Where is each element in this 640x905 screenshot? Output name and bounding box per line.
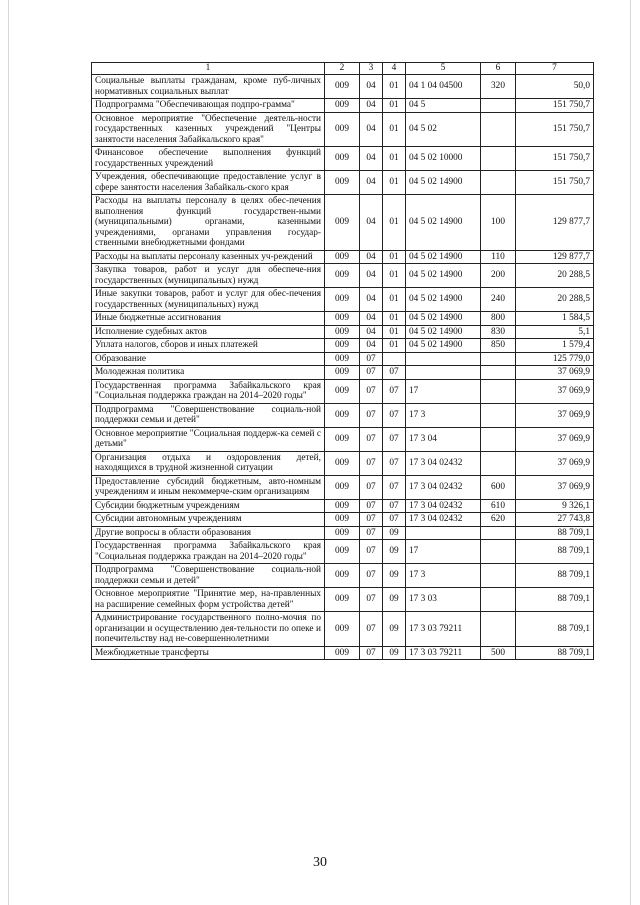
row-expense-type [481,147,516,171]
row-target-article: 17 [406,540,481,564]
scan-edge-right [630,0,631,905]
row-gr-code: 009 [325,540,360,564]
row-amount: 151 750,7 [516,99,594,113]
row-expense-type [481,427,516,451]
row-section: 04 [360,147,383,171]
table-body [92,63,594,660]
row-section: 04 [360,112,383,147]
row-amount: 88 709,1 [516,564,594,588]
row-section: 04 [360,288,383,312]
row-gr-code: 009 [325,312,360,326]
table-row [92,75,594,99]
row-name: Учреждения, обеспечивающие предоставление услуг в сфере занятости населения Забайкаль-ского края [92,171,325,195]
row-subsection: 01 [383,75,406,99]
row-amount: 88 709,1 [516,526,594,540]
row-name: Предоставление субсидий бюджетным, авто-номным учреждениям и иным некоммерче-ским организациям [92,475,325,499]
row-subsection: 01 [383,112,406,147]
header-cell-6: 6 [481,63,516,75]
table-row [92,264,594,288]
row-amount: 125 779,0 [516,352,594,366]
row-expense-type [481,612,516,647]
row-gr-code: 009 [325,403,360,427]
row-section: 04 [360,195,383,251]
header-cell-3: 3 [360,63,383,75]
row-subsection: 01 [383,171,406,195]
row-name: Финансовое обеспечение выполнения функций государственных учреждений [92,147,325,171]
row-amount: 9 326,1 [516,499,594,513]
header-cell-4: 4 [383,63,406,75]
row-name: Администрирование государственного полно-мочия по организации и осуществлению дея-тельности по опеке и попечительству над не-совершеннолетними [92,612,325,647]
row-expense-type: 610 [481,499,516,513]
row-gr-code: 009 [325,612,360,647]
row-subsection: 01 [383,99,406,113]
row-subsection: 01 [383,195,406,251]
header-row [92,63,594,75]
table-row [92,379,594,403]
row-amount: 1 584,5 [516,312,594,326]
row-target-article: 17 3 03 [406,588,481,612]
row-section: 07 [360,526,383,540]
row-target-article: 04 5 02 14900 [406,264,481,288]
row-subsection: 09 [383,564,406,588]
row-section: 07 [360,646,383,660]
row-target-article: 04 5 02 14900 [406,288,481,312]
row-expense-type [481,526,516,540]
row-subsection: 01 [383,147,406,171]
table-row [92,147,594,171]
row-subsection: 09 [383,646,406,660]
table-row [92,171,594,195]
row-expense-type: 600 [481,475,516,499]
row-name: Закупка товаров, работ и услуг для обеспече-ния государственных (муниципальных) нужд [92,264,325,288]
row-subsection: 07 [383,475,406,499]
row-name: Основное мероприятие "Принятие мер, на-правленных на расширение семейных форм устройства детей" [92,588,325,612]
row-target-article [406,366,481,380]
row-amount: 37 069,9 [516,379,594,403]
row-target-article: 17 3 03 79211 [406,646,481,660]
row-section: 07 [360,475,383,499]
row-amount: 37 069,9 [516,451,594,475]
table-row [92,250,594,264]
table-row [92,366,594,380]
table-row [92,288,594,312]
row-name: Иные закупки товаров, работ и услуг для обес-печения государственных (муниципальных) нужд [92,288,325,312]
row-target-article: 17 3 03 79211 [406,612,481,647]
row-amount: 20 288,5 [516,288,594,312]
row-name: Государственная программа Забайкальского края "Социальная поддержка граждан на 2014–2020 годы" [92,379,325,403]
row-subsection: 09 [383,612,406,647]
row-gr-code: 009 [325,427,360,451]
row-expense-type [481,588,516,612]
row-gr-code: 009 [325,171,360,195]
row-target-article: 04 5 02 14900 [406,325,481,339]
row-target-article [406,352,481,366]
row-section: 07 [360,451,383,475]
row-target-article: 04 5 02 14900 [406,195,481,251]
row-expense-type: 800 [481,312,516,326]
budget-table [91,62,594,660]
row-name: Уплата налогов, сборов и иных платежей [92,339,325,353]
row-target-article: 04 5 02 [406,112,481,147]
table-row [92,564,594,588]
table-row [92,540,594,564]
row-amount: 27 743,8 [516,513,594,527]
row-section: 07 [360,612,383,647]
row-name: Расходы на выплаты персоналу в целях обес-печения выполнения функций государствен-ными (муниципальными) органами, казенными учреждениями, органами управления государ-ственными внебюджетными фондами [92,195,325,251]
row-name: Иные бюджетные ассигнования [92,312,325,326]
row-gr-code: 009 [325,325,360,339]
row-target-article: 17 3 04 [406,427,481,451]
row-expense-type [481,171,516,195]
row-target-article: 17 3 [406,403,481,427]
row-subsection: 07 [383,366,406,380]
row-expense-type [481,366,516,380]
table-row [92,325,594,339]
row-section: 04 [360,312,383,326]
row-target-article [406,526,481,540]
table-row [92,646,594,660]
row-name: Социальные выплаты гражданам, кроме пуб-личных нормативных социальных выплат [92,75,325,99]
row-target-article: 17 3 [406,564,481,588]
row-gr-code: 009 [325,264,360,288]
table-row [92,612,594,647]
row-amount: 50,0 [516,75,594,99]
row-section: 07 [360,588,383,612]
row-expense-type [481,99,516,113]
row-section: 04 [360,75,383,99]
row-amount: 37 069,9 [516,366,594,380]
row-target-article: 04 5 02 10000 [406,147,481,171]
row-gr-code: 009 [325,288,360,312]
row-name: Подпрограмма "Совершенствование социаль-ной поддержки семьи и детей" [92,564,325,588]
row-gr-code: 009 [325,195,360,251]
row-subsection: 07 [383,513,406,527]
row-expense-type [481,564,516,588]
row-amount: 88 709,1 [516,646,594,660]
row-gr-code: 009 [325,99,360,113]
row-target-article: 04 1 04 04500 [406,75,481,99]
row-section: 04 [360,99,383,113]
row-target-article: 17 3 04 02432 [406,499,481,513]
row-gr-code: 009 [325,366,360,380]
row-target-article: 17 3 04 02432 [406,475,481,499]
page-number: 30 [313,855,327,870]
row-expense-type: 100 [481,195,516,251]
table-row [92,499,594,513]
row-name: Другие вопросы в области образования [92,526,325,540]
table-row [92,195,594,251]
row-subsection: 01 [383,264,406,288]
row-expense-type [481,112,516,147]
row-expense-type [481,451,516,475]
table-row [92,99,594,113]
row-subsection: 01 [383,325,406,339]
row-gr-code: 009 [325,564,360,588]
row-subsection: 09 [383,540,406,564]
row-gr-code: 009 [325,379,360,403]
row-expense-type [481,403,516,427]
row-amount: 88 709,1 [516,540,594,564]
row-name: Подпрограмма "Совершенствование социаль-ной поддержки семьи и детей" [92,403,325,427]
row-amount: 1 579,4 [516,339,594,353]
row-expense-type: 830 [481,325,516,339]
row-name: Субсидии бюджетным учреждениям [92,499,325,513]
row-gr-code: 009 [325,513,360,527]
table-row [92,451,594,475]
row-name: Образование [92,352,325,366]
row-subsection: 09 [383,526,406,540]
row-gr-code: 009 [325,339,360,353]
row-section: 07 [360,499,383,513]
row-expense-type: 110 [481,250,516,264]
row-amount: 88 709,1 [516,612,594,647]
row-subsection: 01 [383,250,406,264]
row-subsection: 01 [383,312,406,326]
table-row [92,403,594,427]
row-section: 04 [360,339,383,353]
row-gr-code: 009 [325,112,360,147]
header-cell-5: 5 [406,63,481,75]
row-name: Подпрограмма "Обеспечивающая подпро-грамма" [92,99,325,113]
row-gr-code: 009 [325,250,360,264]
row-amount: 20 288,5 [516,264,594,288]
row-expense-type: 240 [481,288,516,312]
row-target-article: 17 3 04 02432 [406,513,481,527]
row-amount: 151 750,7 [516,171,594,195]
row-name: Расходы на выплаты персоналу казенных уч-реждений [92,250,325,264]
row-target-article: 04 5 [406,99,481,113]
table-row [92,588,594,612]
row-amount: 129 877,7 [516,250,594,264]
row-expense-type: 620 [481,513,516,527]
row-expense-type [481,540,516,564]
row-name: Организация отдыха и оздоровления детей, находящихся в трудной жизненной ситуации [92,451,325,475]
row-expense-type [481,352,516,366]
table-row [92,312,594,326]
row-amount: 88 709,1 [516,588,594,612]
table-row [92,339,594,353]
row-section: 07 [360,513,383,527]
row-section: 04 [360,325,383,339]
row-amount: 129 877,7 [516,195,594,251]
row-gr-code: 009 [325,475,360,499]
row-amount: 37 069,9 [516,427,594,451]
table-row [92,427,594,451]
row-section: 04 [360,264,383,288]
row-section: 07 [360,564,383,588]
row-name: Межбюджетные трансферты [92,646,325,660]
row-gr-code: 009 [325,352,360,366]
row-gr-code: 009 [325,588,360,612]
row-target-article: 17 [406,379,481,403]
row-section: 07 [360,403,383,427]
row-section: 04 [360,250,383,264]
table-row [92,526,594,540]
row-section: 07 [360,540,383,564]
row-amount: 37 069,9 [516,403,594,427]
scan-edge-left [8,0,9,905]
row-expense-type: 320 [481,75,516,99]
row-gr-code: 009 [325,526,360,540]
row-subsection: 07 [383,499,406,513]
table-row [92,475,594,499]
row-subsection: 07 [383,451,406,475]
row-name: Основное мероприятие "Обеспечение деятель-ности государственных казенных учреждений "Центры занятости населения Забайкальского края" [92,112,325,147]
row-target-article: 04 5 02 14900 [406,250,481,264]
header-cell-2: 2 [325,63,360,75]
row-expense-type: 200 [481,264,516,288]
row-gr-code: 009 [325,499,360,513]
table-row [92,352,594,366]
row-section: 07 [360,427,383,451]
table-row [92,112,594,147]
row-section: 07 [360,366,383,380]
row-section: 04 [360,171,383,195]
row-name: Исполнение судебных актов [92,325,325,339]
row-subsection: 01 [383,288,406,312]
row-name: Субсидии автономным учреждениям [92,513,325,527]
row-gr-code: 009 [325,646,360,660]
row-section: 07 [360,379,383,403]
row-name: Основное мероприятие "Социальная поддерж-ка семей с детьми" [92,427,325,451]
row-subsection: 07 [383,427,406,451]
row-subsection: 01 [383,339,406,353]
row-expense-type: 850 [481,339,516,353]
row-name: Государственная программа Забайкальского края "Социальная поддержка граждан на 2014–2020 годы" [92,540,325,564]
row-expense-type [481,379,516,403]
table-row [92,513,594,527]
row-target-article: 04 5 02 14900 [406,171,481,195]
row-subsection: 09 [383,588,406,612]
row-amount: 5,1 [516,325,594,339]
row-gr-code: 009 [325,451,360,475]
row-name: Молодежная политика [92,366,325,380]
row-target-article: 04 5 02 14900 [406,339,481,353]
row-gr-code: 009 [325,147,360,171]
header-cell-7: 7 [516,63,594,75]
row-amount: 151 750,7 [516,112,594,147]
header-cell-1: 1 [92,63,325,75]
row-subsection: 07 [383,379,406,403]
row-target-article: 17 3 04 02432 [406,451,481,475]
row-expense-type: 500 [481,646,516,660]
row-gr-code: 009 [325,75,360,99]
row-amount: 37 069,9 [516,475,594,499]
row-subsection: 07 [383,403,406,427]
row-subsection [383,352,406,366]
row-section: 07 [360,352,383,366]
row-amount: 151 750,7 [516,147,594,171]
row-target-article: 04 5 02 14900 [406,312,481,326]
